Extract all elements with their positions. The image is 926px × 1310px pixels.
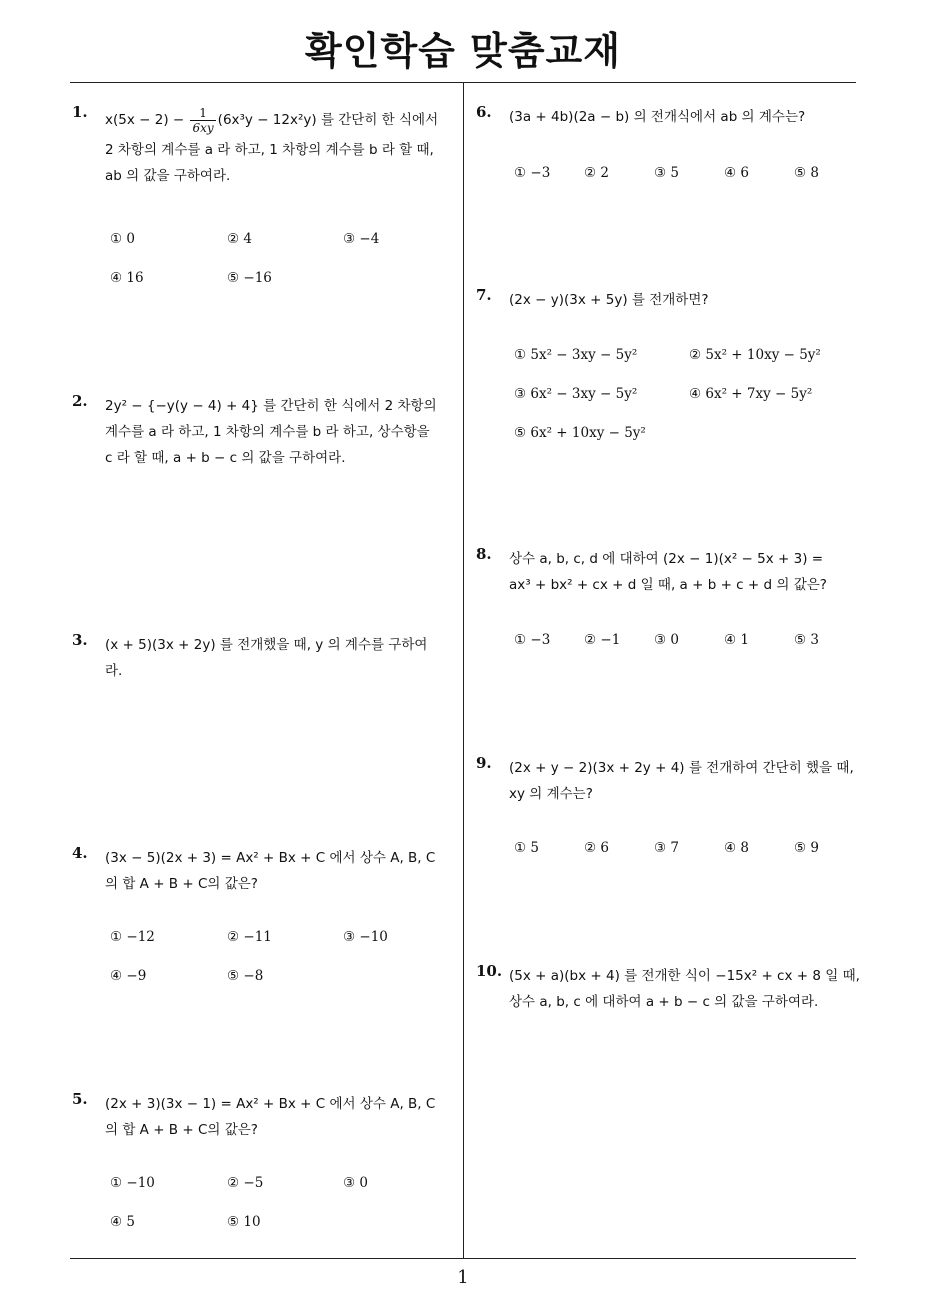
option-3[interactable]: ③ −10 bbox=[343, 929, 388, 945]
option-5[interactable]: ⑤ 3 bbox=[794, 632, 819, 648]
option-2[interactable]: ② −11 bbox=[227, 929, 272, 945]
option-4[interactable]: ④ 6 bbox=[724, 165, 749, 181]
option-4[interactable]: ④ 8 bbox=[724, 840, 749, 856]
option-2[interactable]: ② 4 bbox=[227, 231, 252, 247]
option-3[interactable]: ③ 0 bbox=[654, 632, 679, 648]
option-1[interactable]: ① 5x² − 3xy − 5y² bbox=[514, 347, 638, 363]
question-text: (2x + y − 2)(3x + 2y + 4) 를 전개하여 간단히 했을 때, xy 의 계수는? bbox=[509, 760, 854, 802]
option-1[interactable]: ① −3 bbox=[514, 632, 551, 648]
question-text: (3x − 5)(2x + 3) = Ax² + Bx + C 에서 상수 A, B, C 의 합 A + B + C의 값은? bbox=[105, 850, 436, 892]
question-text: (2x − y)(3x + 5y) 를 전개하면? bbox=[509, 292, 709, 308]
question-number: 5. bbox=[72, 1090, 88, 1108]
question-number: 6. bbox=[476, 103, 492, 121]
option-3[interactable]: ③ −4 bbox=[343, 231, 380, 247]
question-number: 1. bbox=[72, 103, 88, 121]
option-2[interactable]: ② 2 bbox=[584, 165, 609, 181]
question-number: 2. bbox=[72, 392, 88, 410]
option-4[interactable]: ④ −9 bbox=[110, 968, 147, 984]
option-5[interactable]: ⑤ 10 bbox=[227, 1214, 261, 1230]
option-4[interactable]: ④ 1 bbox=[724, 632, 749, 648]
question-number: 7. bbox=[476, 286, 492, 304]
page-title: 확인학습 맞춤교재 bbox=[305, 29, 621, 73]
page-number: 1 bbox=[457, 1267, 469, 1288]
option-2[interactable]: ② 6 bbox=[584, 840, 609, 856]
option-5[interactable]: ⑤ 9 bbox=[794, 840, 819, 856]
option-1[interactable]: ① −10 bbox=[110, 1175, 155, 1191]
question-text: (5x + a)(bx + 4) 를 전개한 식이 −15x² + cx + 8 일 때, 상수 a, b, c 에 대하여 a + b − c 의 값을 구하여라. bbox=[509, 968, 860, 1010]
question-text: x(5x − 2) − $\frac{1}{6xy}$ (6x³y − 12x²y) 를 간단히 한 식에서 2 차항의 계수를 a 라 하고, 1 차항의 계수를 b 라 할 때, ab 의 값을 구하여라. bbox=[105, 105, 439, 184]
question-text: (3a + 4b)(2a − b) 의 전개식에서 ab 의 계수는? bbox=[509, 109, 806, 125]
option-5[interactable]: ⑤ 8 bbox=[794, 165, 819, 181]
bottom-divider bbox=[70, 1258, 856, 1259]
question-number: 4. bbox=[72, 844, 88, 862]
option-4[interactable]: ④ 16 bbox=[110, 270, 144, 286]
question-number: 3. bbox=[72, 631, 88, 649]
option-1[interactable]: ① −3 bbox=[514, 165, 551, 181]
option-2[interactable]: ② −1 bbox=[584, 632, 621, 648]
option-3[interactable]: ③ 7 bbox=[654, 840, 679, 856]
option-1[interactable]: ① −12 bbox=[110, 929, 155, 945]
option-1[interactable]: ① 0 bbox=[110, 231, 135, 247]
question-number: 10. bbox=[476, 962, 503, 980]
option-4[interactable]: ④ 5 bbox=[110, 1214, 135, 1230]
question-text: (x + 5)(3x + 2y) 를 전개했을 때, y 의 계수를 구하여 라. bbox=[105, 637, 428, 679]
option-5[interactable]: ⑤ −16 bbox=[227, 270, 272, 286]
option-5[interactable]: ⑤ −8 bbox=[227, 968, 264, 984]
option-2[interactable]: ② −5 bbox=[227, 1175, 264, 1191]
fraction: $\frac{1}{6xy}$ bbox=[192, 105, 214, 135]
question-number: 8. bbox=[476, 545, 492, 563]
option-4[interactable]: ④ 6x² + 7xy − 5y² bbox=[689, 386, 813, 402]
question-number: 9. bbox=[476, 754, 492, 772]
question-text: 2y² − {−y(y − 4) + 4} 를 간단히 한 식에서 2 차항의 계수를 a 라 하고, 1 차항의 계수를 b 라 하고, 상수항을 c 라 할 때, a + b − c 의 값을 구하여라. bbox=[105, 398, 437, 466]
option-3[interactable]: ③ 0 bbox=[343, 1175, 368, 1191]
option-3[interactable]: ③ 5 bbox=[654, 165, 679, 181]
option-2[interactable]: ② 5x² + 10xy − 5y² bbox=[689, 347, 821, 363]
option-1[interactable]: ① 5 bbox=[514, 840, 539, 856]
option-3[interactable]: ③ 6x² − 3xy − 5y² bbox=[514, 386, 638, 402]
option-5[interactable]: ⑤ 6x² + 10xy − 5y² bbox=[514, 425, 646, 441]
question-text: 상수 a, b, c, d 에 대하여 (2x − 1)(x² − 5x + 3) = ax³ + bx² + cx + d 일 때, a + b + c + d 의 값은? bbox=[509, 551, 827, 593]
column-divider bbox=[463, 83, 464, 1258]
question-text: (2x + 3)(3x − 1) = Ax² + Bx + C 에서 상수 A, B, C 의 합 A + B + C의 값은? bbox=[105, 1096, 436, 1138]
